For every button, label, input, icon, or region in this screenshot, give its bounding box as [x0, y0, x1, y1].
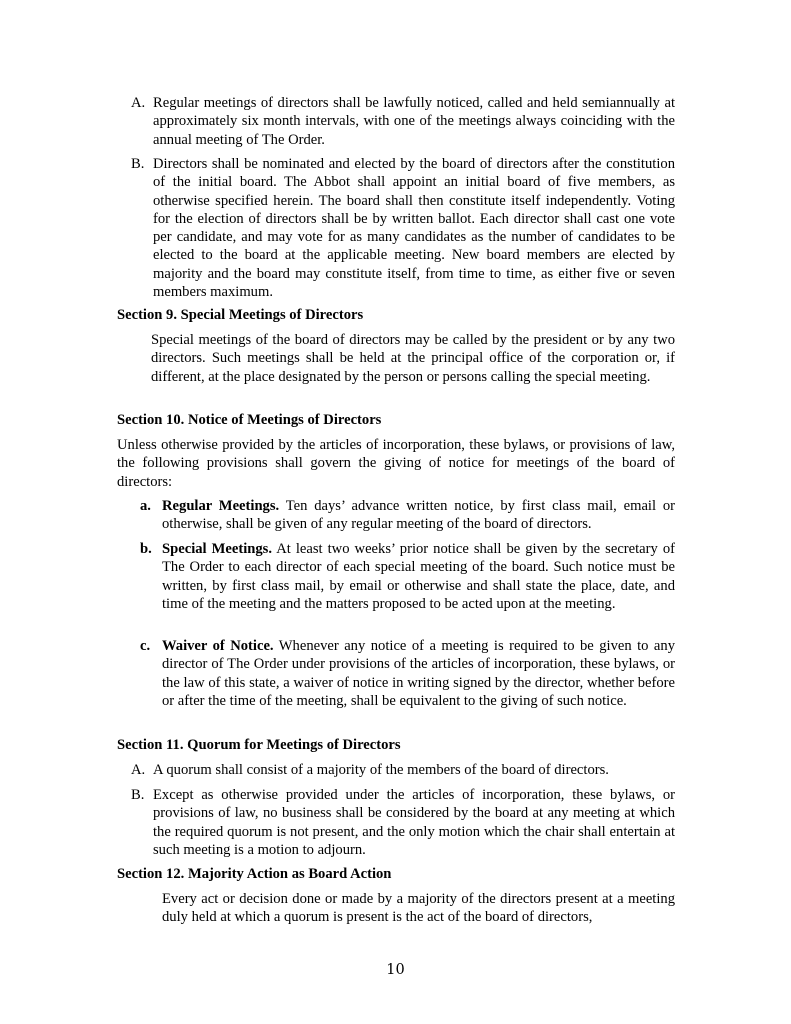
section-heading: Section 11. Quorum for Meetings of Directors [117, 737, 401, 753]
list-item-text: Regular meetings of directors shall be lawfully noticed, called and held semiannually at approximately six month intervals, with one of the meetings always coinciding with the annual meeting of The Order. [153, 95, 675, 148]
list-item [131, 786, 675, 859]
section-heading: Section 12. Majority Action as Board Action [117, 866, 392, 882]
item-label: Special Meetings. [162, 541, 273, 557]
list-marker: A. [131, 762, 146, 778]
list-item [131, 155, 675, 301]
list-marker: c. [140, 638, 151, 654]
list-item [131, 761, 675, 779]
item-label: Waiver of Notice. [162, 638, 274, 654]
list-marker: a. [140, 498, 151, 514]
list-item-text: A quorum shall consist of a majority of the members of the board of directors. [153, 762, 609, 778]
list-item-text: Except as otherwise provided under the articles of incorporation, these bylaws, or provisions of law, no business shall be considered by the board at any meeting at which the required quorum is not present, and the only motion which the chair shall entertain at such meeting is a motion to adjourn. [153, 787, 675, 858]
list-item [140, 540, 675, 613]
section-intro: Unless otherwise provided by the articles of incorporation, these bylaws, or provisions of law, the following provisions shall govern the giving of notice for meetings of the board of directors: [117, 437, 675, 490]
page-number: 10 [386, 962, 405, 978]
list-item-text: Directors shall be nominated and elected by the board of directors after the constitution of the initial board. The Abbot shall appoint an initial board of five members, as otherwise specified herein. The board shall then constitute itself independently. Voting for the election of directors shall be by written ballot. Each director shall cast one vote per candidate, and may vote for as many candidates as the number of candidates to be elected to the board at the applicable meeting. New board members are elected by majority and the board may constitute itself, from time to time, as either five or seven members maximum. [153, 156, 675, 301]
list-item [131, 94, 675, 149]
list-item [140, 497, 676, 534]
list-marker: b. [140, 541, 152, 557]
list-marker: B. [131, 156, 145, 172]
list-marker: A. [131, 95, 146, 111]
section-body: Every act or decision done or made by a majority of the directors present at a meeting duly held at which a quorum is present is the act of the board of directors, [162, 891, 675, 926]
section-heading: Section 10. Notice of Meetings of Directors [117, 412, 382, 428]
list-item-text: Whenever any notice of a meeting is required to be given to any director of The Order under provisions of the articles of incorporation, these bylaws, or the law of this state, a waiver of notice in writing signed by the director, whether before or after the time of the meeting, shall be equivalent to the giving of such notice. [162, 638, 676, 709]
list-item-text: Ten days’ advance written notice, by first class mail, email or otherwise, shall be given of any regular meeting of the board of directors. [162, 498, 676, 533]
list-item-text: At least two weeks’ prior notice shall be given by the secretary of The Order to each director of each special meeting of the board. Such notice must be written, by first class mail, by email or otherwise and shall state the place, date, and time of the meeting and the matters proposed to be acted upon at the meeting. [162, 541, 675, 612]
list-item [140, 637, 676, 710]
section-heading: Section 9. Special Meetings of Directors [117, 307, 364, 323]
item-label: Regular Meetings. [162, 498, 280, 514]
list-marker: B. [131, 787, 145, 803]
section-body: Special meetings of the board of directors may be called by the president or by any two directors. Such meetings shall be held at the principal office of the corporation or, if different, at the place designated by the person or persons calling the special meeting. [151, 332, 675, 385]
